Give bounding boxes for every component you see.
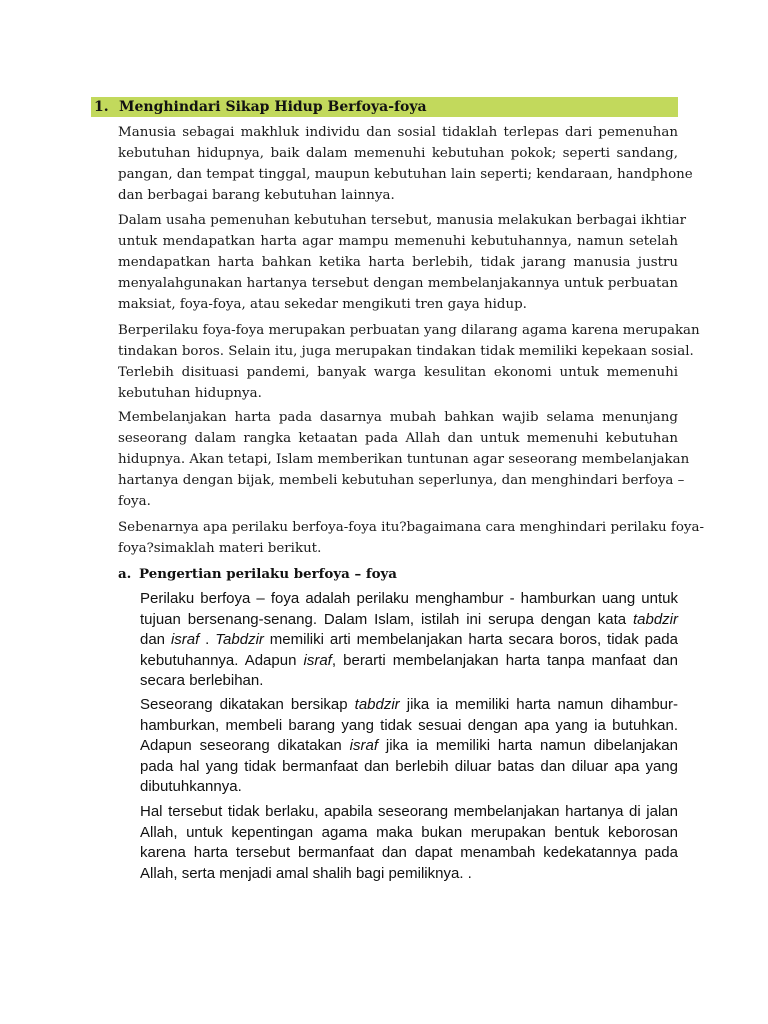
text-line: tujuan bersenang-senang. Dalam Islam, istilah ini serupa dengan kata tabdzir (140, 610, 678, 628)
text-line: foya. (118, 494, 151, 509)
section-title: Menghindari Sikap Hidup Berfoya-foya (119, 99, 427, 115)
text-line: kebutuhan hidupnya, baik dalam memenuhi kebutuhan pokok; seperti sandang, (118, 146, 678, 161)
text-line: menyalahgunakan hartanya tersebut dengan membelanjakannya untuk perbuatan (118, 276, 678, 291)
subsection-title: Pengertian perilaku berfoya – foya (139, 566, 397, 582)
text-line: seseorang dalam rangka ketaatan pada Allah dan untuk memenuhi kebutuhan (118, 431, 678, 446)
text-line: karena harta tersebut bermanfaat dan dapat menambah kedekatannya pada (140, 844, 678, 861)
text-line: dan berbagai barang kebutuhan lainnya. (118, 188, 395, 203)
text-line: untuk mendapatkan harta agar mampu memenuhi kebutuhannya, namun setelah (118, 234, 678, 249)
text-line: hamburkan, membeli barang yang tidak sesuai dengan apa yang ia butuhkan. (140, 716, 678, 734)
term-israf: israf (170, 631, 200, 648)
text-line: kebutuhan hidupnya. (118, 386, 262, 401)
term-tabdzir: tabdzir (354, 696, 400, 713)
text-line: foya?simaklah materi berikut. (118, 541, 322, 556)
text-line: Manusia sebagai makhluk individu dan sosial tidaklah terlepas dari pemenuhan (118, 125, 678, 140)
definition-paragraph-2 (140, 695, 678, 798)
text-line: Seseorang dikatakan bersikap tabdzir jika ia memiliki harta namun dihambur- (140, 696, 678, 713)
term-israf: israf (349, 737, 378, 754)
text-line: Dalam usaha pemenuhan kebutuhan tersebut, manusia melakukan berbagai ikhtiar (118, 213, 687, 228)
text-line: secara berlebihan. (140, 672, 264, 689)
text-line: Perilaku berfoya – foya adalah perilaku menghambur - hamburkan uang untuk (140, 590, 678, 607)
text-line: kebutuhannya. Adapun israf, berarti membelanjakan harta tanpa manfaat dan (140, 651, 678, 669)
text-line: Adapun seseorang dikatakan israf jika ia memiliki harta namun dibelanjakan (140, 737, 678, 754)
intro-paragraph-5 (118, 517, 704, 559)
text-line: Terlebih disituasi pandemi, banyak warga kesulitan ekonomi untuk memenuhi (118, 365, 678, 380)
text-line: mendapatkan harta bahkan ketika harta berlebih, tidak jarang manusia justru (118, 255, 678, 270)
text-line: pangan, dan tempat tinggal, maupun kebutuhan lain seperti; kendaraan, handphone (118, 167, 693, 182)
term-tabdzir: Tabdzir (215, 631, 264, 648)
text-line: Berperilaku foya-foya merupakan perbuatan yang dilarang agama karena merupakan (118, 323, 700, 338)
term-israf: israf (303, 651, 332, 669)
text-line: Sebenarnya apa perilaku berfoya-foya itu?bagaimana cara menghindari perilaku foya- (118, 520, 704, 535)
text-line: maksiat, foya-foya, atau sekedar mengikuti tren gaya hidup. (118, 297, 527, 312)
intro-paragraph-2 (118, 210, 687, 315)
intro-paragraph-1 (118, 122, 693, 206)
text-line: tindakan boros. Selain itu, juga merupakan tindakan tidak memiliki kepekaan sosial. (118, 344, 694, 359)
text-line: dibutuhkannya. (140, 778, 242, 795)
text-line: Hal tersebut tidak berlaku, apabila seseorang membelanjakan hartanya di jalan (140, 803, 678, 820)
subsection-heading (118, 564, 397, 584)
term-tabdzir: tabdzir (632, 610, 678, 628)
text-line: Allah, untuk kepentingan agama maka bukan merupakan bentuk keborosan (140, 823, 678, 841)
text-line: Membelanjakan harta pada dasarnya mubah bahkan wajib selama menunjang (118, 410, 678, 425)
text-line: dan israf . Tabdzir memiliki arti membelanjakan harta secara boros, tidak pada (140, 631, 678, 648)
intro-paragraph-4 (118, 407, 690, 512)
text-line: pada hal yang tidak bermanfaat dan berlebih diluar batas dan diluar apa yang (140, 757, 678, 775)
text-line: hidupnya. Akan tetapi, Islam memberikan tuntunan agar seseorang membelanjakan (118, 452, 690, 467)
intro-paragraph-3 (118, 320, 700, 404)
subsection-letter: a. (118, 566, 132, 582)
section-heading (91, 97, 678, 117)
text-line: Allah, serta menjadi amal shalih bagi pemiliknya. . (140, 864, 472, 882)
definition-paragraph-3 (140, 802, 678, 884)
text-line: hartanya dengan bijak, membeli kebutuhan seperlunya, dan menghindari berfoya – (118, 473, 685, 488)
section-number: 1. (94, 99, 109, 115)
definition-paragraph-1 (140, 589, 678, 692)
